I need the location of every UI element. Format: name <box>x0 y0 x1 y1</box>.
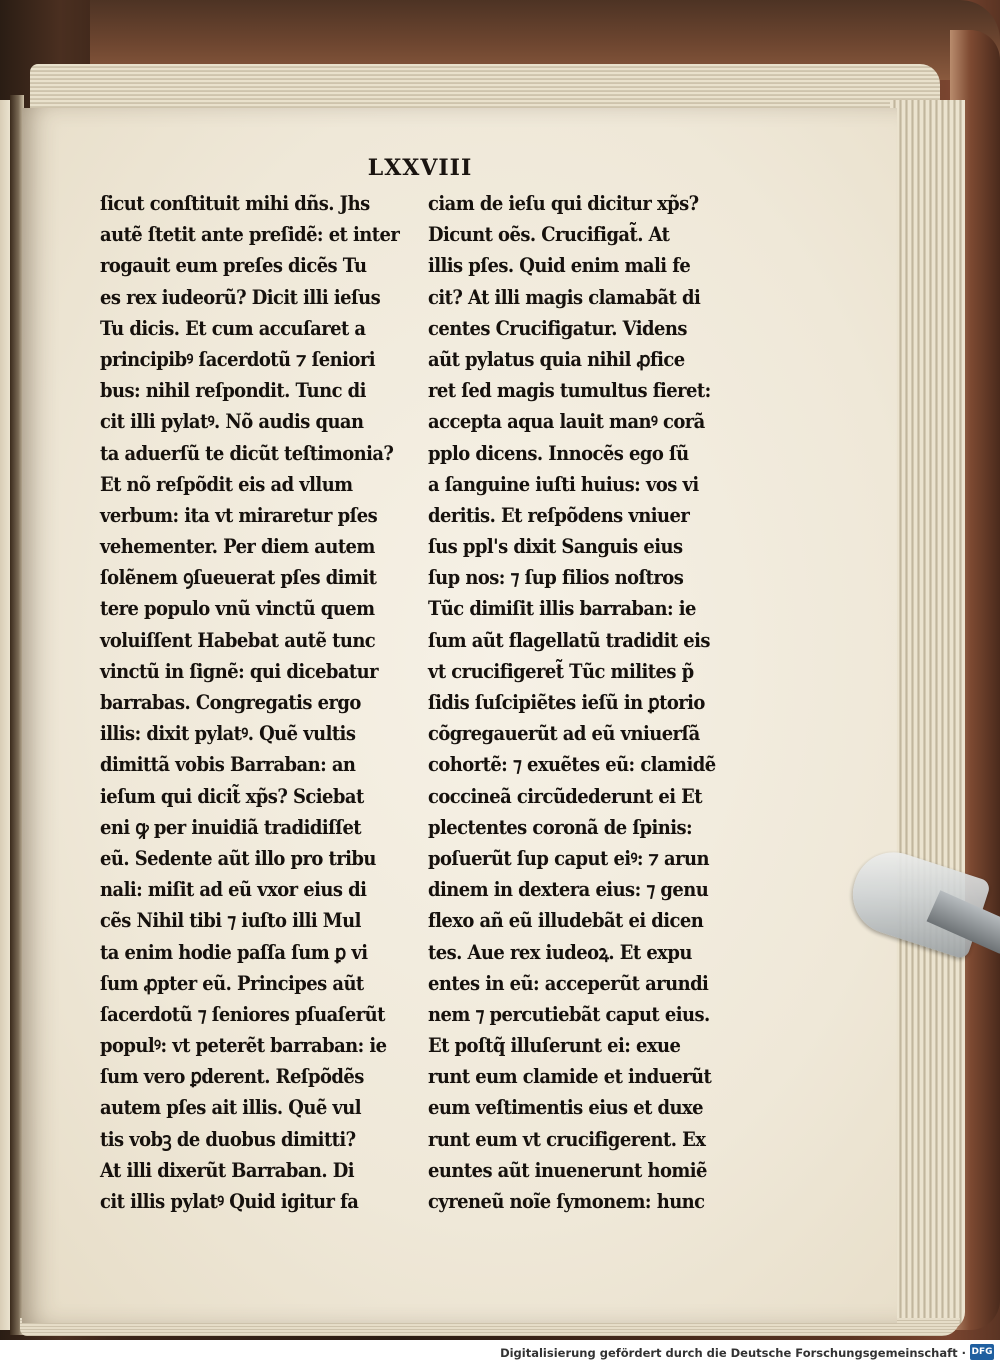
text-line: Tũc dimiſit illis barraban: ie <box>428 597 696 621</box>
text-line: ret ſed magis tumultus fieret: <box>428 379 711 403</box>
text-line: ieſum qui dicit̃ xp̃s? Sciebat <box>100 784 364 808</box>
text-line: cit illi pylatꝰ. Nõ audis quan <box>100 410 364 434</box>
text-line: ſup nos: ⁊ ſup filios noſtros <box>428 566 684 590</box>
text-line: barrabas. Congregatis ergo <box>100 691 361 714</box>
text-line: ciam de ieſu qui dicitur xp̃s? <box>428 192 699 215</box>
text-line: cõgregauerũt ad eũ vniuerſã <box>428 722 700 746</box>
text-line: ſolẽnem ꝯſueuerat pſes dimit <box>100 566 377 590</box>
text-line: tes. Aue rex iudeoꝝ. Et expu <box>428 940 692 964</box>
text-line: cyreneũ noĩe ſymonem: hunc <box>428 1190 705 1213</box>
text-line: a ſanguine iuſti huius: vos vi <box>428 472 699 496</box>
text-line: cẽs Nihil tibi ⁊ iuſto illi Mul <box>100 909 361 933</box>
text-line: aũt pylatus quia nihil ꝓfice <box>428 347 685 371</box>
text-line: centes Crucifigatur. Videns <box>428 316 687 340</box>
text-line: dimittã vobis Barraban: an <box>100 753 356 777</box>
text-line: populꝰ: vt peterẽt barraban: ie <box>100 1034 387 1058</box>
text-line: vehementer. Per diem autem <box>100 535 375 559</box>
text-line: euntes aũt inuenerunt homiẽ <box>428 1158 707 1182</box>
text-line: coccineã circũdederunt ei Et <box>428 784 703 808</box>
text-line: bus: nihil reſpondit. Tunc di <box>100 379 366 403</box>
text-line: runt eum clamide et induerũt <box>428 1065 712 1089</box>
text-line: plectentes coronã de ſpinis: <box>428 815 693 839</box>
text-line: deritis. Et reſpõdens vniuer <box>428 503 690 527</box>
text-line: poſuerũt ſup caput eiꝰ: ⁊ arun <box>428 846 710 870</box>
text-line: cit illis pylatꝰ Quid igitur fa <box>100 1190 359 1213</box>
text-line: ſacerdotũ ⁊ ſeniores pſuaſerũt <box>100 1002 385 1026</box>
text-line: principibꝰ ſacerdotũ ⁊ ſeniori <box>100 347 375 371</box>
text-line: es rex iudeorũ? Dicit illi ieſus <box>100 285 381 309</box>
text-line: nem ⁊ percutiebãt caput eius. <box>428 1002 710 1026</box>
folio-number: LXXVIII <box>367 155 473 181</box>
text-line: Tu dicis. Et cum accuſaret a <box>100 316 366 340</box>
text-line: accepta aqua lauit manꝰ corã <box>428 410 705 434</box>
text-line: ſum aũt flagellatũ tradidit eis <box>428 628 710 652</box>
text-line: Dicunt oẽs. Crucifigat̃. At <box>428 223 670 247</box>
text-line: ſum vero ꝑderent. Reſpõdẽs <box>100 1065 364 1089</box>
text-line: pplo dicens. Innocẽs ego ſũ <box>428 441 689 465</box>
text-line: autẽ ſtetit ante preſidẽ: et inter <box>100 223 400 247</box>
text-line: ſum ꝓpter eũ. Principes aũt <box>100 971 364 995</box>
text-line: cit? At illi magis clamabãt di <box>428 285 701 309</box>
dfg-logo-icon: DFG <box>970 1344 994 1360</box>
text-line: rogauit eum preſes dicẽs Tu <box>100 254 367 278</box>
text-line: ta enim hodie paſſa ſum ꝑ vi <box>100 940 368 964</box>
page-edges-right <box>890 100 965 1330</box>
text-line: dinem in dextera eius: ⁊ genu <box>428 878 709 902</box>
text-line: ſus ppl's dixit Sanguis eius <box>428 535 683 559</box>
text-line: autem pſes ait illis. Quẽ vul <box>100 1096 362 1120</box>
text-line: tis vobꝫ de duobus dimitti? <box>100 1127 356 1151</box>
text-line: cohortẽ: ⁊ exuẽtes eũ: clamidẽ <box>428 753 716 777</box>
text-column-right <box>428 188 728 1217</box>
text-line: illis: dixit pylatꝰ. Quẽ vultis <box>100 722 356 746</box>
text-line: eũ. Sedente aũt illo pro tribu <box>100 846 376 870</box>
text-column-left <box>100 188 400 1217</box>
text-line: At illi dixerũt Barraban. Di <box>100 1158 355 1182</box>
text-line: verbum: ita vt miraretur pſes <box>100 503 378 527</box>
text-line: illis pſes. Quid enim mali fe <box>428 254 691 278</box>
text-line: Et poſtq̃ illuſerunt ei: exue <box>428 1034 681 1058</box>
text-line: eni ꝙ per inuidiã tradidiſſet <box>100 815 362 839</box>
text-line: tere populo vnũ vinctũ quem <box>100 597 375 621</box>
text-line: nali: miſit ad eũ vxor eius di <box>100 878 367 902</box>
text-line: ſicut conſtituit mihi dñs. Jhs <box>100 192 370 215</box>
text-line: eum veſtimentis eius et duxe <box>428 1096 704 1120</box>
text-line: vt crucifigeret̃ Tũc milites p̃ <box>428 659 694 683</box>
text-line: ſidis ſuſcipiẽtes ieſũ in ꝑtorio <box>428 691 705 714</box>
text-line: flexo añ eũ illudebãt ei dicen <box>428 909 704 933</box>
text-line: Et nõ reſpõdit eis ad vllum <box>100 472 353 496</box>
text-line: runt eum vt crucifigerent. Ex <box>428 1127 706 1151</box>
text-line: vinctũ in ſignẽ: qui dicebatur <box>100 659 379 683</box>
text-line: voluiſſent Habebat autẽ tunc <box>100 628 376 652</box>
text-line: ta aduerſũ te dicũt teſtimonia? <box>100 441 394 465</box>
text-line: entes in eũ: acceperũt arundi <box>428 971 709 995</box>
funding-credit: Digitalisierung gefördert durch die Deutsche Forschungsgemeinschaft · <box>500 1346 966 1360</box>
